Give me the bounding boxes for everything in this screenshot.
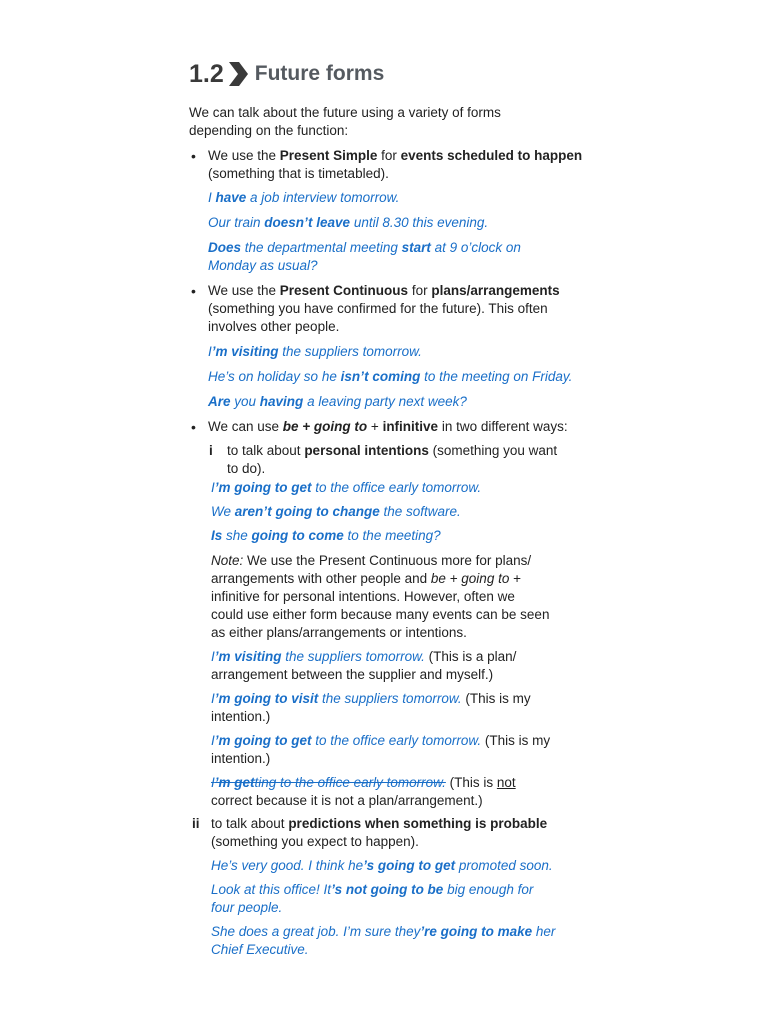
roman-numeral: ii [192, 816, 200, 831]
example-sentence: Does the departmental meeting start at 9 o’clock on [208, 240, 521, 255]
example-sentence: I’m going to visit the suppliers tomorrow. (This is my [211, 691, 531, 706]
example-comment: intention.) [211, 709, 271, 724]
example-sentence: I’m visiting the suppliers tomorrow. [208, 344, 422, 359]
bullet-2-line-1: We use the Present Continuous for plans/arrangements [208, 283, 560, 298]
section-title: Future forms [254, 62, 385, 85]
bullet-3-line-1: We can use be + going to + infinitive in two different ways: [208, 419, 568, 434]
example-sentence-continued: Monday as usual? [208, 258, 318, 273]
roman-numeral: i [209, 443, 213, 458]
note-line-4: could use either form because many events can be seen [211, 607, 550, 622]
note-line-2: arrangements with other people and be + going to + [211, 571, 521, 586]
bullet-1-line-2: (something that is timetabled). [208, 166, 389, 181]
example-sentence: We aren’t going to change the software. [211, 504, 461, 519]
example-sentence-continued: four people. [211, 900, 283, 915]
note-line-5: as either plans/arrangements or intentions. [211, 625, 467, 640]
chevron-right-icon [227, 61, 249, 87]
example-sentence: I’m going to get to the office early tomorrow. (This is my [211, 733, 551, 748]
bullet-1-line-1: We use the Present Simple for events scheduled to happen [208, 148, 583, 163]
example-comment: intention.) [211, 751, 271, 766]
example-sentence: Look at this office! It’s not going to be big enough for [211, 882, 534, 897]
bullet-marker: • [191, 283, 196, 299]
bullet-2-line-3: involves other people. [208, 319, 340, 334]
incorrect-example-sentence: I’m getting to the office early tomorrow. (This is not [211, 775, 516, 790]
intro-line-2: depending on the function: [189, 123, 349, 138]
example-sentence: Our train doesn’t leave until 8.30 this evening. [208, 215, 489, 230]
example-sentence: He’s very good. I think he’s going to get promoted soon. [211, 858, 553, 873]
sub-point-1-line-2: to do). [227, 461, 266, 476]
example-sentence: Are you having a leaving party next week? [208, 394, 467, 409]
bullet-marker: • [191, 419, 196, 435]
sub-point-1-line-1: to talk about personal intentions (something you want [227, 443, 558, 458]
note-line-1: Note: We use the Present Continuous more for plans/ [211, 553, 532, 568]
sub-point-2-line-1: to talk about predictions when something is probable [211, 816, 548, 831]
example-sentence: I’m going to get to the office early tomorrow. [211, 480, 482, 495]
example-sentence: I have a job interview tomorrow. [208, 190, 400, 205]
example-sentence: He’s on holiday so he isn’t coming to the meeting on Friday. [208, 369, 573, 384]
example-sentence: I’m visiting the suppliers tomorrow. (This is a plan/ [211, 649, 517, 664]
note-line-3: infinitive for personal intentions. However, often we [211, 589, 515, 604]
bullet-marker: • [191, 148, 196, 164]
intro-line-1: We can talk about the future using a variety of forms [189, 105, 501, 120]
example-sentence: She does a great job. I’m sure they’re going to make her [211, 924, 556, 939]
example-sentence: Is she going to come to the meeting? [211, 528, 441, 543]
sub-point-2-line-2: (something you expect to happen). [211, 834, 419, 849]
example-sentence-continued: Chief Executive. [211, 942, 309, 957]
section-heading [189, 56, 384, 92]
example-comment: arrangement between the supplier and myself.) [211, 667, 494, 682]
bullet-2-line-2: (something you have confirmed for the future). This often [208, 301, 548, 316]
section-number: 1.2 [189, 59, 224, 88]
example-comment: correct because it is not a plan/arrangement.) [211, 793, 483, 808]
